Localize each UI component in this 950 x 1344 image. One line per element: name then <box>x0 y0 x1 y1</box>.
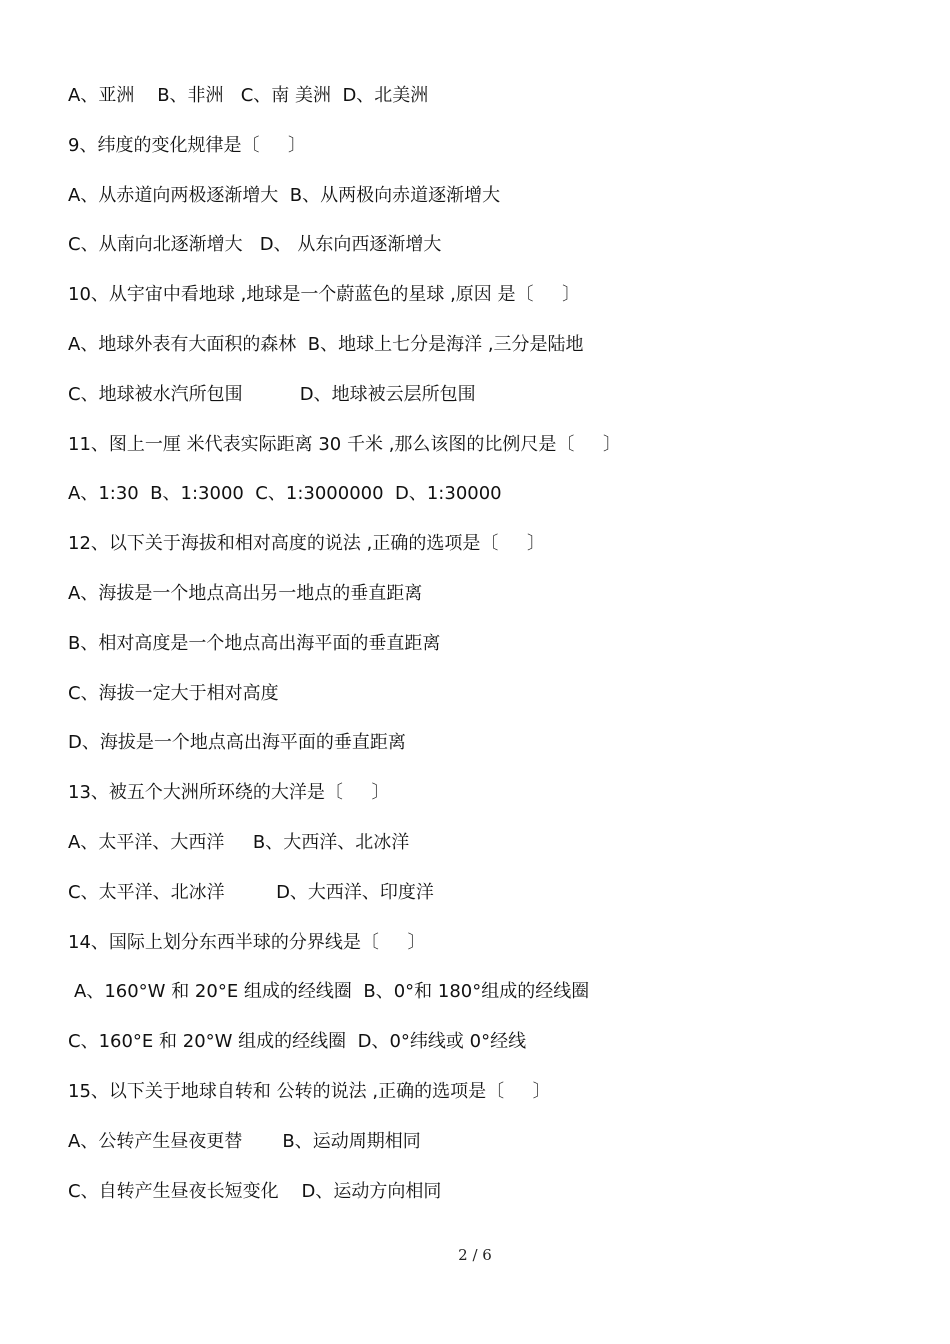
question-text-block <box>68 84 908 1229</box>
option-line-q13-cd: C、太平洋、北冰洋 D、大西洋、印度洋 <box>68 881 434 903</box>
option-q12-c: C、海拔一定大于相对高度 <box>68 682 279 704</box>
option-line-q9-cd: C、从南向北逐渐增大 D、 从东向西逐渐增大 <box>68 234 442 256</box>
question-13: 13、被五个大洲所环绕的大洋是〔 〕 <box>68 782 390 804</box>
question-9: 9、纬度的变化规律是〔 〕 <box>68 134 307 156</box>
option-line-q10-ab: A、地球外表有大面积的森林 B、地球上七分是海洋 ,三分是陆地 <box>68 333 584 355</box>
question-10: 10、从宇宙中看地球 ,地球是一个蔚蓝色的星球 ,原因 是〔 〕 <box>68 284 581 306</box>
option-line-q10-cd: C、地球被水汽所包围 D、地球被云层所包围 <box>68 383 476 405</box>
question-12: 12、以下关于海拔和相对高度的说法 ,正确的选项是〔 〕 <box>68 533 545 555</box>
option-line-q9-ab: A、从赤道向两极逐渐增大 B、从两极向赤道逐渐增大 <box>68 184 501 206</box>
question-14: 14、国际上划分东西半球的分界线是〔 〕 <box>68 931 426 953</box>
option-line-q15-ab: A、公转产生昼夜更替 B、运动周期相同 <box>68 1130 421 1152</box>
option-line-q14-ab: A、160°W 和 20°E 组成的经线圈 B、0°和 180°组成的经线圈 <box>74 981 590 1003</box>
option-line-q14-cd: C、160°E 和 20°W 组成的经线圈 D、0°纬线或 0°经线 <box>68 1031 527 1053</box>
option-line-q15-cd: C、自转产生昼夜长短变化 D、运动方向相同 <box>68 1180 442 1202</box>
page-number: 2 / 6 <box>458 1246 492 1264</box>
question-15: 15、以下关于地球自转和 公转的说法 ,正确的选项是〔 〕 <box>68 1080 551 1102</box>
option-line-q11: A、1:30 B、1:3000 C、1:3000000 D、1:30000 <box>68 483 502 505</box>
question-11: 11、图上一厘 米代表实际距离 30 千米 ,那么该图的比例尺是〔 〕 <box>68 433 622 455</box>
option-q12-b: B、相对高度是一个地点高出海平面的垂直距离 <box>68 632 441 654</box>
option-line-q8: A、亚洲 B、非洲 C、南 美洲 D、北美洲 <box>68 85 429 106</box>
option-line-q13-ab: A、太平洋、大西洋 B、大西洋、北冰洋 <box>68 831 410 853</box>
option-q12-d: D、海拔是一个地点高出海平面的垂直距离 <box>68 732 406 754</box>
option-q12-a: A、海拔是一个地点高出另一地点的垂直距离 <box>68 582 423 604</box>
